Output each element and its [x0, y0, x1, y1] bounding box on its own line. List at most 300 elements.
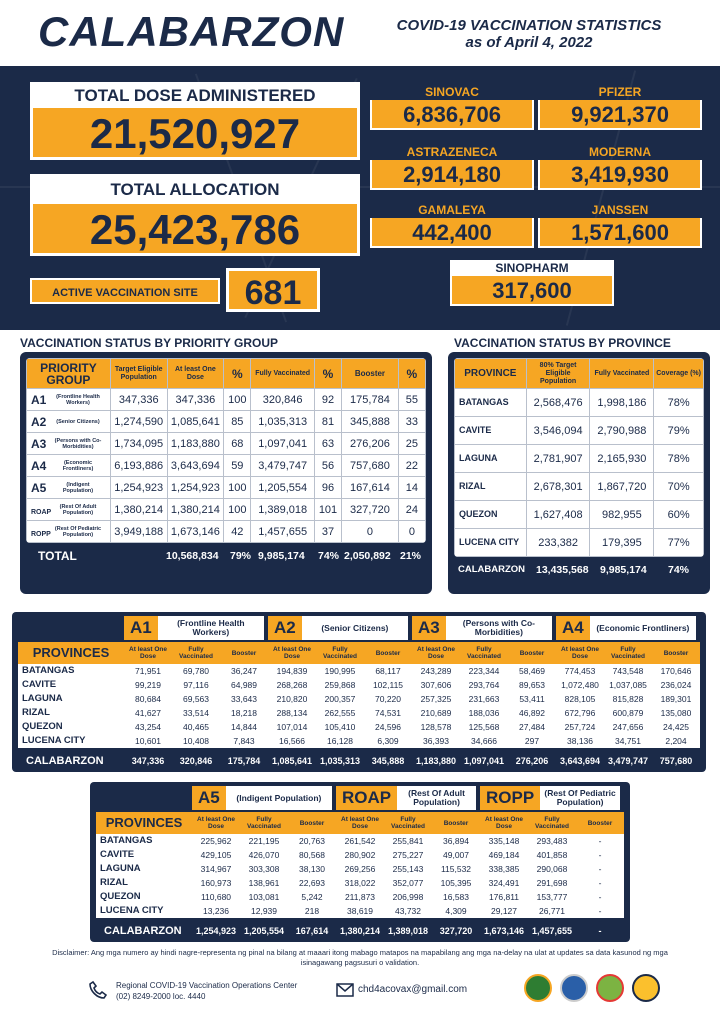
col-priority-group: PRIORITY GROUP	[27, 359, 111, 389]
cell-p2: 56	[314, 455, 341, 477]
table-row	[27, 521, 426, 543]
cell-value: 16,566	[279, 736, 305, 746]
cell-full: 1,389,018	[251, 499, 314, 521]
cell-value: 43,254	[135, 722, 161, 732]
province-table	[448, 352, 710, 594]
group-header-ropp	[480, 786, 620, 810]
table-row	[18, 706, 700, 720]
vaccine-card-sinovac	[370, 84, 534, 130]
total-dose-label: TOTAL DOSE ADMINISTERED	[30, 82, 360, 108]
cell-value: 46,892	[519, 708, 545, 718]
col-fully: Fully Vaccinated	[590, 359, 654, 389]
cell-value: 335,148	[488, 836, 520, 846]
col-booster: Booster	[364, 642, 412, 664]
disclaimer: Disclaimer: Ang mga numero ay hindi nagre-representa ng pinal na bilang at maaari itong mabago matapos na mapabilang ang mga na-delay na ulat at updates sa data kasunod ng mga isinagawang pagsusuri o validation.	[52, 948, 668, 967]
cell-value: 236,024	[660, 680, 692, 690]
col-booster: Booster	[652, 642, 700, 664]
table-row	[455, 501, 704, 529]
cell-coverage: 77%	[654, 529, 704, 557]
cell-value: 26,771	[539, 906, 565, 916]
cell-coverage: 78%	[654, 389, 704, 417]
table-row	[27, 499, 426, 521]
cell-value: 89,653	[519, 680, 545, 690]
province-name: QUEZON	[22, 721, 63, 732]
total-value: 1,380,214	[339, 926, 381, 936]
group-name: (Rest Of Pediatric Population)	[544, 788, 616, 807]
cell-full: 2,790,988	[590, 417, 654, 445]
cell-value: 280,902	[344, 850, 376, 860]
cell-value: 247,656	[612, 722, 644, 732]
priority-group-cell	[27, 521, 111, 543]
table-row	[96, 834, 624, 848]
col-coverage: Coverage (%)	[654, 359, 704, 389]
seal-icon	[560, 974, 588, 1002]
cell-target: 1,627,408	[526, 501, 590, 529]
total-value: 1,205,554	[243, 926, 285, 936]
cell-value: 231,663	[468, 694, 500, 704]
cell-value: 105,395	[440, 878, 472, 888]
table-row	[96, 904, 624, 918]
cell-target: 6,193,886	[110, 455, 167, 477]
cell-value: 103,081	[248, 892, 280, 902]
cell-full: 179,395	[590, 529, 654, 557]
cell-value: 189,301	[660, 694, 692, 704]
cell-value: 53,411	[519, 694, 545, 704]
priority-group-code: A1	[31, 392, 47, 407]
total-value: 175,784	[227, 756, 261, 766]
cell-value: 70,220	[375, 694, 401, 704]
vaccine-value: 6,836,706	[370, 100, 534, 130]
total-value: 1,254,923	[195, 926, 237, 936]
cell-value: 33,643	[231, 694, 257, 704]
cell-p1: 100	[224, 499, 251, 521]
vaccine-value: 317,600	[450, 276, 614, 306]
cell-value: 200,357	[324, 694, 356, 704]
cell-p3: 22	[398, 455, 425, 477]
active-site-value: 681	[226, 268, 320, 312]
province-total-cov: 74%	[668, 564, 690, 576]
group-name: (Economic Frontliners)	[596, 622, 690, 633]
vaccine-name: ASTRAZENECA	[406, 145, 498, 159]
total-value: 3,643,694	[559, 756, 601, 766]
subtitle-line-1: COVID-19 VACCINATION STATISTICS	[396, 17, 662, 34]
cell-p1: 59	[224, 455, 251, 477]
priority-group-desc: (Rest Of Adult Population)	[59, 504, 97, 517]
cell-value: 170,646	[660, 666, 692, 676]
cell-value: 36,393	[423, 736, 449, 746]
cell-p3: 33	[398, 411, 425, 433]
total-value: 3,479,747	[607, 756, 649, 766]
total-value: 1,035,313	[319, 756, 361, 766]
cell-value: 18,218	[231, 708, 257, 718]
cell-one: 1,254,923	[167, 477, 224, 499]
total-value: 276,206	[515, 756, 549, 766]
priority-group-desc: (Rest Of Pediatric Population)	[54, 526, 102, 539]
subtitle-line-2: as of April 4, 2022	[465, 34, 593, 51]
cell-p1: 68	[224, 433, 251, 455]
priority-group-cell	[27, 389, 111, 411]
cell-value: 293,483	[536, 836, 568, 846]
cell-value: 815,828	[612, 694, 644, 704]
operations-center	[116, 980, 297, 1002]
cell-coverage: 60%	[654, 501, 704, 529]
col-one-dose: At least One Dose	[268, 642, 316, 664]
cell-value: 225,962	[200, 836, 232, 846]
total-value: 1,457,655	[531, 926, 573, 936]
priority-group-code: A2	[31, 414, 47, 429]
vaccine-name: SINOPHARM	[450, 260, 614, 276]
group-name: (Indigent Population)	[236, 792, 322, 803]
province-name: LAGUNA	[455, 445, 527, 473]
cell-value: 10,601	[135, 736, 161, 746]
vaccine-card-moderna	[538, 144, 702, 190]
table-row	[27, 411, 426, 433]
cell-target: 3,949,188	[110, 521, 167, 543]
priority-group-desc: (Frontline Health Workers)	[56, 394, 100, 407]
cell-value: 1,072,480	[561, 680, 599, 690]
priority-total-one: 10,568,834	[166, 550, 219, 562]
cell-value: 206,998	[392, 892, 424, 902]
summary-panel	[0, 66, 720, 330]
total-value: 327,720	[439, 926, 473, 936]
col-fully: Fully Vaccinated	[251, 359, 314, 389]
cell-value: 115,532	[440, 864, 472, 874]
cell-value: 426,070	[248, 850, 280, 860]
priority-group-cell	[27, 499, 111, 521]
cell-booster: 276,206	[342, 433, 399, 455]
table-row	[18, 720, 700, 734]
province-total-name: CALABARZON	[458, 564, 526, 575]
province-name: QUEZON	[455, 501, 527, 529]
cell-value: 401,858	[536, 850, 568, 860]
vaccine-card-pfizer	[538, 84, 702, 130]
group-header-roap	[336, 786, 476, 810]
cell-coverage: 70%	[654, 473, 704, 501]
cell-value: 153,777	[536, 892, 568, 902]
cell-p3: 14	[398, 477, 425, 499]
col-fully: Fully Vaccinated	[528, 812, 576, 834]
cell-one: 1,085,641	[167, 411, 224, 433]
cell-value: -	[598, 850, 602, 860]
cell-full: 1,097,041	[251, 433, 314, 455]
groups-table-a5-ropp	[90, 782, 630, 942]
cell-value: -	[598, 892, 602, 902]
cell-value: 69,780	[183, 666, 209, 676]
group-code: A1	[124, 616, 158, 640]
cell-one: 1,183,880	[167, 433, 224, 455]
cell-value: 43,732	[395, 906, 421, 916]
groups-table-a5-ropp-total	[90, 918, 630, 942]
cell-target: 2,781,907	[526, 445, 590, 473]
cell-value: 16,128	[327, 736, 353, 746]
col-fully: Fully Vaccinated	[460, 642, 508, 664]
header	[0, 0, 720, 66]
col-one-dose: At least One Dose	[192, 812, 240, 834]
cell-value: 128,578	[420, 722, 452, 732]
col-booster: Booster	[432, 812, 480, 834]
cell-value: 210,820	[276, 694, 308, 704]
cell-full: 982,955	[590, 501, 654, 529]
cell-booster: 327,720	[342, 499, 399, 521]
cell-target: 2,678,301	[526, 473, 590, 501]
priority-group-cell	[27, 411, 111, 433]
col-pct-2: %	[314, 359, 341, 389]
province-section-title: VACCINATION STATUS BY PROVINCE	[454, 336, 671, 350]
cell-value: 34,666	[471, 736, 497, 746]
cell-p3: 0	[398, 521, 425, 543]
province-total-row	[454, 557, 704, 581]
cell-value: 314,967	[200, 864, 232, 874]
priority-total-label: TOTAL	[38, 549, 77, 563]
cell-value: 257,325	[420, 694, 452, 704]
province-name: CAVITE	[455, 417, 527, 445]
cell-target: 1,380,214	[110, 499, 167, 521]
cell-value: 138,961	[248, 878, 280, 888]
cell-value: 291,698	[536, 878, 568, 888]
total-allocation-card	[30, 174, 360, 256]
cell-value: 211,873	[344, 892, 376, 902]
cell-value: 12,939	[251, 906, 277, 916]
cell-value: 40,465	[183, 722, 209, 732]
cell-p3: 25	[398, 433, 425, 455]
phone-icon	[88, 980, 108, 1000]
cell-value: 27,484	[519, 722, 545, 732]
active-site-label: ACTIVE VACCINATION SITE	[30, 278, 220, 304]
total-label: CALABARZON	[26, 755, 104, 767]
cell-value: 41,627	[135, 708, 161, 718]
priority-group-cell	[27, 477, 111, 499]
vaccine-card-gamaleya	[370, 202, 534, 248]
cell-coverage: 79%	[654, 417, 704, 445]
cell-value: 288,134	[276, 708, 308, 718]
total-allocation-label: TOTAL ALLOCATION	[30, 174, 360, 204]
cell-one: 1,673,146	[167, 521, 224, 543]
group-name: (Rest Of Adult Population)	[408, 788, 465, 807]
email-icon	[336, 982, 354, 998]
group-header-a3	[412, 616, 552, 640]
vaccine-name: GAMALEYA	[418, 203, 486, 217]
table-row	[27, 455, 426, 477]
cell-value: 261,542	[344, 836, 376, 846]
cell-full: 1,867,720	[590, 473, 654, 501]
province-name: BATANGAS	[455, 389, 527, 417]
cell-booster: 757,680	[342, 455, 399, 477]
col-provinces: PROVINCES	[96, 812, 192, 834]
priority-group-desc: (Indigent Population)	[62, 482, 94, 495]
province-name: LUCENA CITY	[22, 735, 86, 746]
cell-value: 255,841	[392, 836, 424, 846]
page-subtitle	[364, 17, 694, 51]
total-dose-value: 21,520,927	[30, 108, 360, 160]
col-fully: Fully Vaccinated	[316, 642, 364, 664]
col-one-dose: At least One Dose	[167, 359, 224, 389]
priority-group-cell	[27, 433, 111, 455]
priority-group-desc: (Economic Frontliners)	[62, 460, 94, 473]
priority-section-title: VACCINATION STATUS BY PRIORITY GROUP	[20, 336, 279, 350]
province-total-full: 9,985,174	[600, 564, 647, 576]
priority-total-p2: 74%	[318, 550, 340, 562]
total-dose-card	[30, 82, 360, 160]
col-one-dose: At least One Dose	[480, 812, 528, 834]
col-one-dose: At least One Dose	[336, 812, 384, 834]
vaccine-card-astrazeneca	[370, 144, 534, 190]
cell-p1: 100	[224, 389, 251, 411]
cell-value: 303,308	[248, 864, 280, 874]
cell-value: 672,796	[564, 708, 596, 718]
cell-value: 20,763	[299, 836, 325, 846]
cell-value: 38,136	[567, 736, 593, 746]
cell-value: 210,689	[420, 708, 452, 718]
cell-value: 352,077	[392, 878, 424, 888]
group-header-a4	[556, 616, 696, 640]
cell-p2: 63	[314, 433, 341, 455]
priority-group-code: A5	[31, 480, 47, 495]
table-row	[18, 692, 700, 706]
cell-full: 1,035,313	[251, 411, 314, 433]
priority-group-cell	[27, 455, 111, 477]
priority-group-code: ROAP	[31, 508, 52, 516]
cell-p2: 101	[314, 499, 341, 521]
table-row	[18, 664, 700, 678]
priority-total-p1: 79%	[230, 550, 252, 562]
contact-email[interactable]: chd4acovax@gmail.com	[358, 984, 468, 995]
cell-value: 14,844	[231, 722, 257, 732]
vaccine-name: PFIZER	[598, 85, 642, 99]
cell-full: 3,479,747	[251, 455, 314, 477]
province-name: CAVITE	[22, 679, 57, 690]
cell-value: 69,563	[183, 694, 209, 704]
priority-total-booster: 2,050,892	[344, 550, 391, 562]
cell-value: 36,247	[231, 666, 257, 676]
table-row	[27, 389, 426, 411]
cell-value: 218	[304, 906, 320, 916]
group-code: A2	[268, 616, 302, 640]
cell-value: 80,684	[135, 694, 161, 704]
cell-value: 297	[524, 736, 540, 746]
cell-p2: 92	[314, 389, 341, 411]
table-row	[455, 389, 704, 417]
col-booster: Booster	[220, 642, 268, 664]
col-booster: Booster	[342, 359, 399, 389]
province-name: CAVITE	[100, 849, 135, 860]
cell-value: 275,227	[392, 850, 424, 860]
table-row	[455, 417, 704, 445]
vaccine-value: 442,400	[370, 218, 534, 248]
cell-booster: 175,784	[342, 389, 399, 411]
cell-p3: 24	[398, 499, 425, 521]
cell-value: 262,555	[324, 708, 356, 718]
cell-value: 338,385	[488, 864, 520, 874]
cell-value: -	[598, 864, 602, 874]
operations-center-phone: (02) 8249-2000 loc. 4440	[116, 992, 206, 1001]
cell-value: 38,130	[299, 864, 325, 874]
cell-value: 268,268	[276, 680, 308, 690]
cell-value: 318,022	[344, 878, 376, 888]
col-provinces: PROVINCES	[18, 642, 124, 664]
cell-value: 97,116	[183, 680, 209, 690]
table-row	[96, 848, 624, 862]
col-target80: 80% Target Eligible Population	[526, 359, 590, 389]
cell-value: 36,894	[443, 836, 469, 846]
group-code: ROPP	[480, 786, 540, 810]
province-name: BATANGAS	[100, 835, 153, 846]
cell-value: 7,843	[233, 736, 255, 746]
cell-value: 80,568	[299, 850, 325, 860]
group-code: A4	[556, 616, 590, 640]
cell-p2: 81	[314, 411, 341, 433]
seal-icon	[524, 974, 552, 1002]
total-value: 1,085,641	[271, 756, 313, 766]
total-value: 757,680	[659, 756, 693, 766]
cell-value: 107,014	[276, 722, 308, 732]
group-code: A5	[192, 786, 226, 810]
footer	[0, 974, 720, 1016]
cell-value: 243,289	[420, 666, 452, 676]
priority-group-code: ROPP	[31, 530, 51, 538]
priority-total-row	[26, 543, 426, 567]
col-province: PROVINCE	[455, 359, 527, 389]
total-value: 347,336	[131, 756, 165, 766]
total-value: 1,673,146	[483, 926, 525, 936]
table-row	[455, 473, 704, 501]
cell-value: 743,548	[612, 666, 644, 676]
cell-value: 307,606	[420, 680, 452, 690]
cell-value: 324,491	[488, 878, 520, 888]
cell-booster: 167,614	[342, 477, 399, 499]
group-name: (Frontline Health Workers)	[177, 618, 245, 637]
cell-target: 2,568,476	[526, 389, 590, 417]
table-row	[455, 529, 704, 557]
cell-value: 135,080	[660, 708, 692, 718]
group-headers	[90, 782, 630, 812]
table-row	[18, 734, 700, 748]
cell-value: 71,951	[135, 666, 161, 676]
cell-value: 110,680	[200, 892, 232, 902]
vaccine-value: 3,419,930	[538, 160, 702, 190]
cell-value: -	[598, 878, 602, 888]
cell-p3: 55	[398, 389, 425, 411]
cell-value: 774,453	[564, 666, 596, 676]
priority-group-desc: (Persons with Co-Morbidities)	[54, 438, 102, 451]
col-one-dose: At least One Dose	[124, 642, 172, 664]
cell-value: 269,256	[344, 864, 376, 874]
cell-full: 2,165,930	[590, 445, 654, 473]
table-row	[18, 678, 700, 692]
province-name: LAGUNA	[22, 693, 63, 704]
col-booster: Booster	[288, 812, 336, 834]
cell-full: 1,457,655	[251, 521, 314, 543]
vaccine-value: 9,921,370	[538, 100, 702, 130]
cell-value: 29,127	[491, 906, 517, 916]
cell-p2: 37	[314, 521, 341, 543]
total-allocation-value: 25,423,786	[30, 204, 360, 256]
group-header-a2	[268, 616, 408, 640]
cell-target: 347,336	[110, 389, 167, 411]
groups-table-a1-a4-total	[12, 748, 706, 772]
header-row	[96, 812, 624, 834]
cell-value: 190,995	[324, 666, 356, 676]
cell-value: -	[598, 906, 602, 916]
col-pct-3: %	[398, 359, 425, 389]
cell-value: 5,242	[301, 892, 323, 902]
col-booster: Booster	[508, 642, 556, 664]
vaccine-name: SINOVAC	[425, 85, 479, 99]
cell-p1: 85	[224, 411, 251, 433]
cell-value: 188,036	[468, 708, 500, 718]
cell-value: 74,531	[375, 708, 401, 718]
cell-value: 38,619	[347, 906, 373, 916]
cell-value: 194,839	[276, 666, 308, 676]
